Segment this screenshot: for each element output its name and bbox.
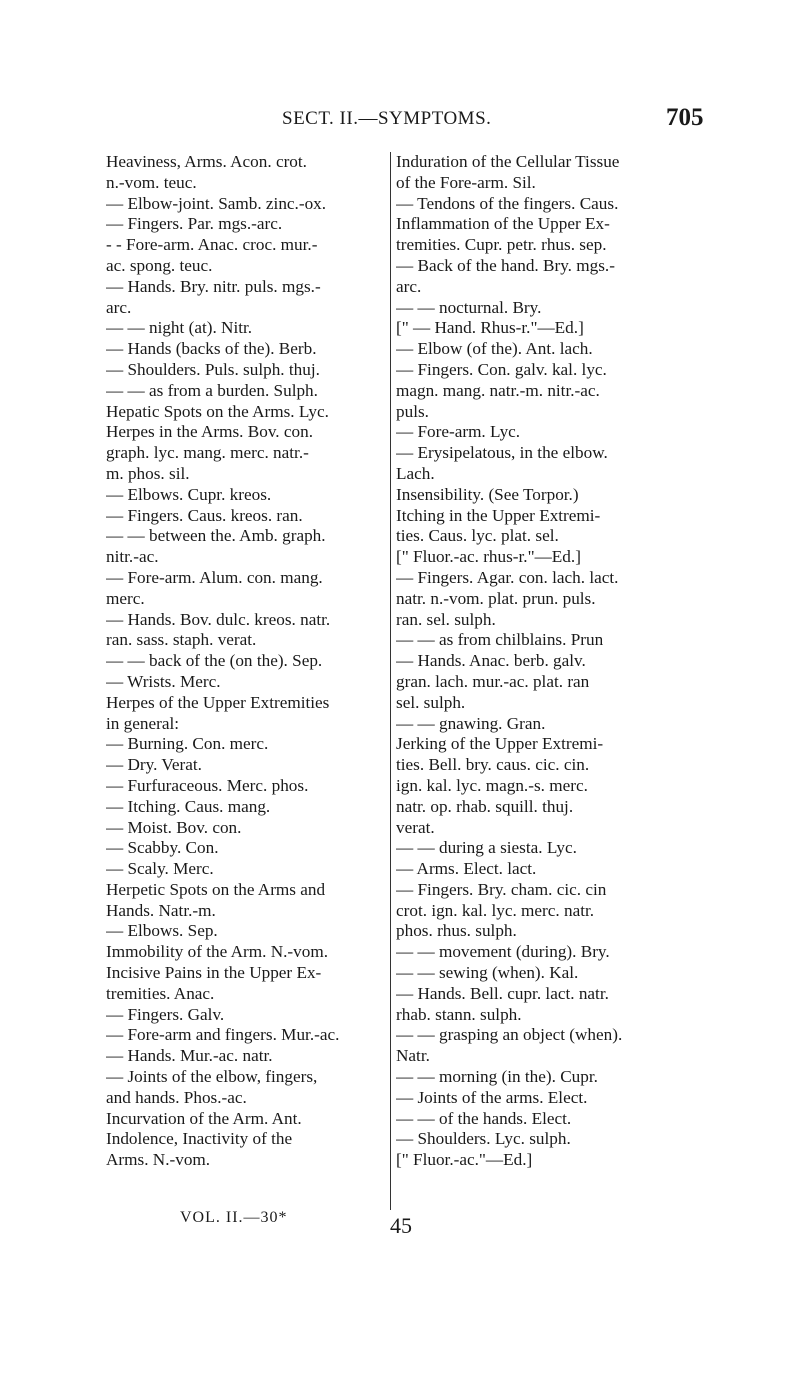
text-line: magn. mang. natr.-m. nitr.-ac. [396, 380, 600, 400]
text-line: — Fingers. Par. mgs.-arc. [106, 214, 283, 234]
text-line: — Hands. Anac. berb. galv. [396, 651, 586, 671]
text-line: — Wrists. Merc. [106, 671, 221, 691]
text-line: — — as from a burden. Sulph. [106, 380, 318, 400]
text-line: Jerking of the Upper Extremi- [396, 734, 604, 754]
text-line: tremities. Cupr. petr. rhus. sep. [396, 235, 607, 255]
text-line: verat. [396, 817, 435, 837]
text-line: — Fingers. Bry. cham. cic. cin [396, 879, 607, 899]
text-line: — Moist. Bov. con. [106, 817, 242, 837]
right-column [396, 152, 688, 1171]
text-line: — — night (at). Nitr. [106, 318, 253, 338]
text-line: — Shoulders. Puls. sulph. thuj. [106, 359, 320, 379]
text-line: Natr. [396, 1046, 430, 1066]
text-line: Arms. N.-vom. [106, 1150, 211, 1170]
text-line: — Dry. Verat. [106, 755, 202, 775]
text-line: — Hands. Bry. nitr. puls. mgs.- [106, 276, 321, 296]
text-line: — Scabby. Con. [106, 838, 219, 858]
text-line: [" — Hand. Rhus-r."—Ed.] [396, 318, 584, 338]
text-line: — Arms. Elect. lact. [396, 859, 537, 879]
text-line: [" Fluor.-ac."—Ed.] [396, 1150, 533, 1170]
text-line: — Fore-arm and fingers. Mur.-ac. [106, 1025, 340, 1045]
text-line: — Shoulders. Lyc. sulph. [396, 1129, 571, 1149]
text-line: ties. Bell. bry. caus. cic. cin. [396, 755, 590, 775]
text-line: — Back of the hand. Bry. mgs.- [396, 255, 615, 275]
text-line: n.-vom. teuc. [106, 172, 197, 192]
text-line: — — nocturnal. Bry. [396, 297, 542, 317]
text-line: Heaviness, Arms. Acon. crot. [106, 152, 307, 171]
text-line: Inflammation of the Upper Ex- [396, 214, 610, 234]
text-line: — — during a siesta. Lyc. [396, 838, 577, 858]
text-line: — Fore-arm. Lyc. [396, 422, 521, 442]
text-line: — Erysipelatous, in the elbow. [396, 443, 608, 463]
text-line: — Itching. Caus. mang. [106, 796, 271, 816]
text-line: — Fingers. Galv. [106, 1004, 225, 1024]
text-line: of the Fore-arm. Sil. [396, 172, 536, 192]
text-line: arc. [106, 297, 132, 317]
text-line: — Hands. Mur.-ac. natr. [106, 1046, 273, 1066]
text-line: Herpes of the Upper Extremities [106, 692, 330, 712]
text-line: gran. lach. mur.-ac. plat. ran [396, 671, 590, 691]
text-line: phos. rhus. sulph. [396, 921, 517, 941]
text-line: — Hands. Bell. cupr. lact. natr. [396, 983, 609, 1003]
text-line: Induration of the Cellular Tissue [396, 152, 620, 171]
text-line: — Joints of the elbow, fingers, [106, 1067, 318, 1087]
text-line: — Elbows. Cupr. kreos. [106, 484, 272, 504]
text-line: ac. spong. teuc. [106, 255, 213, 275]
text-line: ran. sass. staph. verat. [106, 630, 257, 650]
page-footer [180, 1209, 620, 1239]
text-line: — Hands (backs of the). Berb. [106, 339, 317, 359]
text-line: — — between the. Amb. graph. [106, 526, 326, 546]
text-line: graph. lyc. mang. merc. natr.- [106, 443, 309, 463]
text-line: - - Fore-arm. Anac. croc. mur.- [106, 235, 318, 255]
text-line: ran. sel. sulph. [396, 609, 496, 629]
text-line: Herpetic Spots on the Arms and [106, 879, 326, 899]
text-line: in general: [106, 713, 180, 733]
running-title: SECT. II.—SYMPTOMS. [282, 108, 492, 129]
text-line: — Elbow-joint. Samb. zinc.-ox. [106, 193, 327, 213]
text-line: — Elbows. Sep. [106, 921, 218, 941]
text-line: Hepatic Spots on the Arms. Lyc. [106, 401, 329, 421]
text-line: nitr.-ac. [106, 547, 159, 567]
text-line: Hands. Natr.-m. [106, 900, 216, 920]
text-line: [" Fluor.-ac. rhus-r."—Ed.] [396, 547, 581, 567]
text-line: Insensibility. (See Torpor.) [396, 484, 579, 504]
text-line: — — morning (in the). Cupr. [396, 1067, 598, 1087]
text-line: Indolence, Inactivity of the [106, 1129, 293, 1149]
text-line: Incisive Pains in the Upper Ex- [106, 963, 322, 983]
text-line: — — grasping an object (when). [396, 1025, 623, 1045]
text-line: m. phos. sil. [106, 463, 190, 483]
text-line: — — as from chilblains. Prun [396, 630, 604, 650]
sheet-signature: 45 [390, 1213, 412, 1238]
text-line: arc. [396, 276, 422, 296]
text-line: Herpes in the Arms. Bov. con. [106, 422, 314, 442]
text-line: and hands. Phos.-ac. [106, 1087, 247, 1107]
volume-signature: VOL. II.—30* [180, 1209, 288, 1226]
text-line: natr. n.-vom. plat. prun. puls. [396, 588, 596, 608]
text-line: — Furfuraceous. Merc. phos. [106, 775, 309, 795]
text-line: — Hands. Bov. dulc. kreos. natr. [106, 609, 331, 629]
text-line: — Tendons of the fingers. Caus. [396, 193, 619, 213]
text-line: natr. op. rhab. squill. thuj. [396, 796, 574, 816]
text-line: — — back of the (on the). Sep. [106, 651, 323, 671]
text-line: ign. kal. lyc. magn.-s. merc. [396, 775, 588, 795]
text-line: — — gnawing. Gran. [396, 713, 546, 733]
text-line: tremities. Anac. [106, 983, 215, 1003]
page-header [0, 104, 800, 134]
text-line: — Fingers. Agar. con. lach. lact. [396, 567, 619, 587]
text-line: — Fore-arm. Alum. con. mang. [106, 567, 323, 587]
page-number: 705 [666, 104, 704, 131]
text-line: — Fingers. Con. galv. kal. lyc. [396, 359, 607, 379]
column-divider [390, 152, 391, 1210]
text-line: — Elbow (of the). Ant. lach. [396, 339, 593, 359]
text-line: crot. ign. kal. lyc. merc. natr. [396, 900, 595, 920]
text-line: — Joints of the arms. Elect. [396, 1087, 588, 1107]
text-line: Lach. [396, 463, 435, 483]
text-line: sel. sulph. [396, 692, 466, 712]
text-line: ties. Caus. lyc. plat. sel. [396, 526, 559, 546]
text-line: — Fingers. Caus. kreos. ran. [106, 505, 303, 525]
text-line: Immobility of the Arm. N.-vom. [106, 942, 328, 962]
text-line: rhab. stann. sulph. [396, 1004, 522, 1024]
text-line: — — movement (during). Bry. [396, 942, 610, 962]
text-line: — Scaly. Merc. [106, 859, 214, 879]
text-line: puls. [396, 401, 429, 421]
text-line: — — sewing (when). Kal. [396, 963, 579, 983]
text-line: Itching in the Upper Extremi- [396, 505, 601, 525]
left-column [106, 152, 388, 1171]
text-line: merc. [106, 588, 145, 608]
text-line: — — of the hands. Elect. [396, 1108, 572, 1128]
text-line: Incurvation of the Arm. Ant. [106, 1108, 302, 1128]
text-line: — Burning. Con. merc. [106, 734, 269, 754]
